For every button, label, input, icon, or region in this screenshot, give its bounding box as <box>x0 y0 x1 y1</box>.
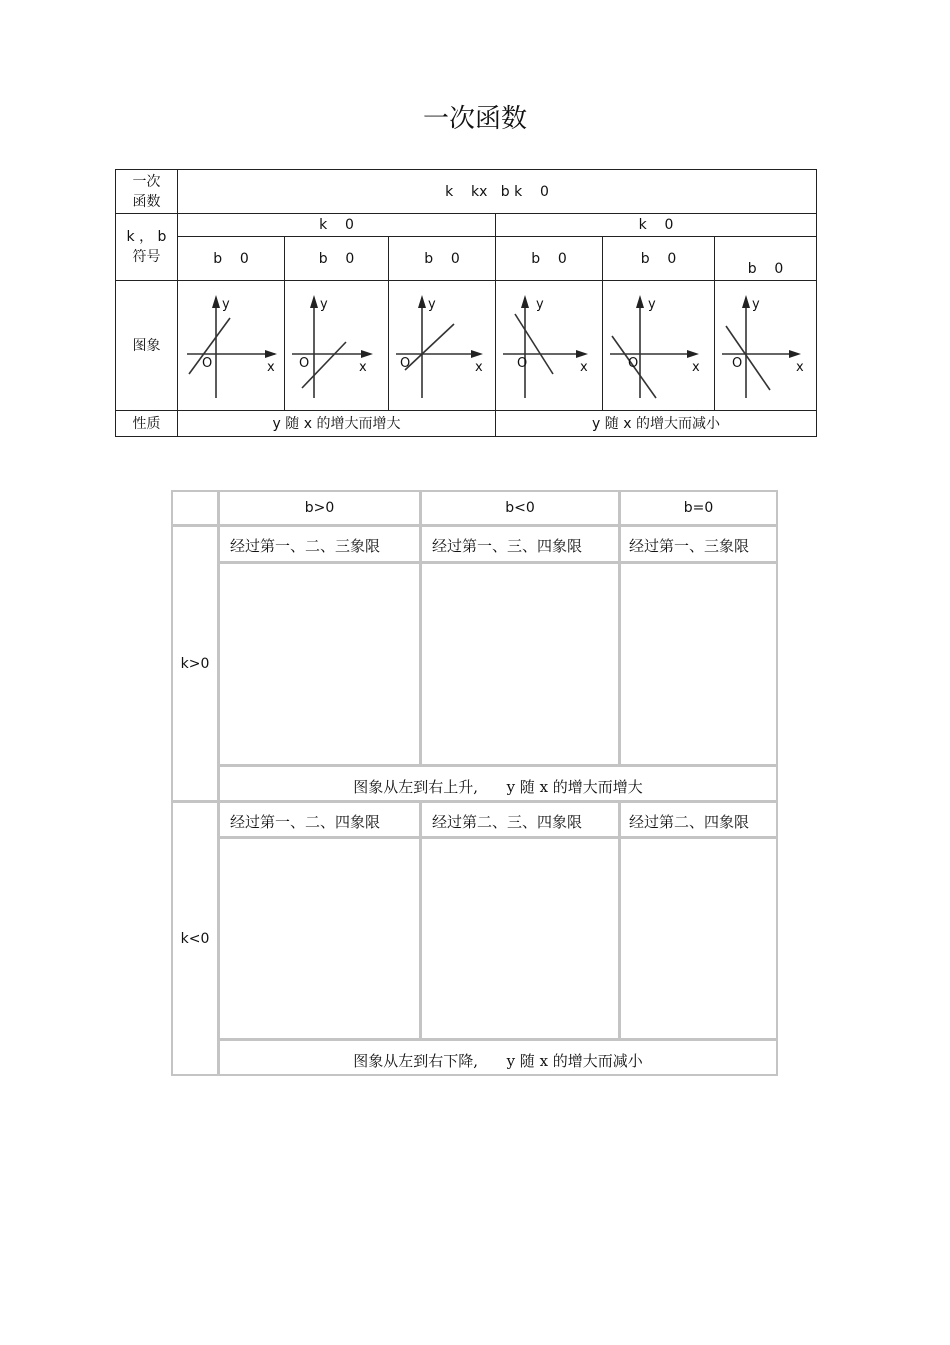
y-axis-label: y <box>536 297 544 312</box>
quadrant-label: 经过第一、三、四象限 <box>420 525 620 563</box>
graph-area <box>619 562 778 766</box>
k-negative-header: k 0 <box>495 213 817 237</box>
b-sign-cell: b 0 <box>602 236 715 281</box>
x-axis-label: x <box>475 360 483 375</box>
row-label-k-negative: k<0 <box>171 801 219 1076</box>
row-label-graph: 图象 <box>115 280 178 411</box>
quadrant-label: 经过第一、二、三象限 <box>218 525 421 563</box>
summary-increase: 图象从左到右上升, y 随 x 的增大而增大 <box>218 765 778 802</box>
x-axis-label: x <box>580 360 588 375</box>
y-axis-label: y <box>222 297 230 312</box>
quadrant-label: 经过第一、三象限 <box>619 525 778 563</box>
graph-area <box>619 837 778 1040</box>
corner-cell <box>171 490 219 526</box>
row-label-property: 性质 <box>115 410 178 437</box>
header-b-positive: b>0 <box>218 490 421 526</box>
x-axis-label: x <box>692 360 700 375</box>
quadrant-label: 经过第一、二、四象限 <box>218 801 421 838</box>
quadrant-label: 经过第二、三、四象限 <box>420 801 620 838</box>
b-sign-cell: b 0 <box>284 236 389 281</box>
property-increase: y 随 x 的增大而增大 <box>177 410 496 437</box>
row-label-sign: k ， b 符号 <box>115 213 178 281</box>
line-graph-icon <box>495 280 603 411</box>
graph-area <box>218 837 421 1040</box>
y-axis-label: y <box>428 297 436 312</box>
line-graph-icon <box>284 280 389 411</box>
y-axis-label: y <box>648 297 656 312</box>
b-sign-cell: b 0 <box>714 236 817 281</box>
graph-area <box>420 837 620 1040</box>
origin-label: O <box>517 356 528 371</box>
y-axis-label: y <box>320 297 328 312</box>
graph-area <box>218 562 421 766</box>
b-sign-cell: b 0 <box>177 236 285 281</box>
line-graph-icon <box>602 280 715 411</box>
header-b-zero: b=0 <box>619 490 778 526</box>
line-graph-icon <box>177 280 285 411</box>
origin-label: O <box>202 356 213 371</box>
row-label-k-positive: k>0 <box>171 525 219 802</box>
k-positive-header: k 0 <box>177 213 496 237</box>
b-sign-cell: b 0 <box>495 236 603 281</box>
x-axis-label: x <box>359 360 367 375</box>
y-axis-label: y <box>752 297 760 312</box>
definition-cell: k kx b k 0 <box>177 169 817 214</box>
origin-label: O <box>299 356 310 371</box>
line-graph-icon <box>714 280 817 411</box>
origin-label: O <box>628 356 639 371</box>
summary-decrease: 图象从左到右下降, y 随 x 的增大而减小 <box>218 1039 778 1076</box>
origin-label: O <box>732 356 743 371</box>
header-b-negative: b<0 <box>420 490 620 526</box>
x-axis-label: x <box>796 360 804 375</box>
origin-label: O <box>400 356 411 371</box>
graph-area <box>420 562 620 766</box>
row-label-definition: 一次 函数 <box>115 169 178 214</box>
page-title: 一次函数 <box>422 104 527 134</box>
b-sign-cell: b 0 <box>388 236 496 281</box>
x-axis-label: x <box>267 360 275 375</box>
quadrant-label: 经过第二、四象限 <box>619 801 778 838</box>
property-decrease: y 随 x 的增大而减小 <box>495 410 817 437</box>
line-graph-icon <box>388 280 496 411</box>
